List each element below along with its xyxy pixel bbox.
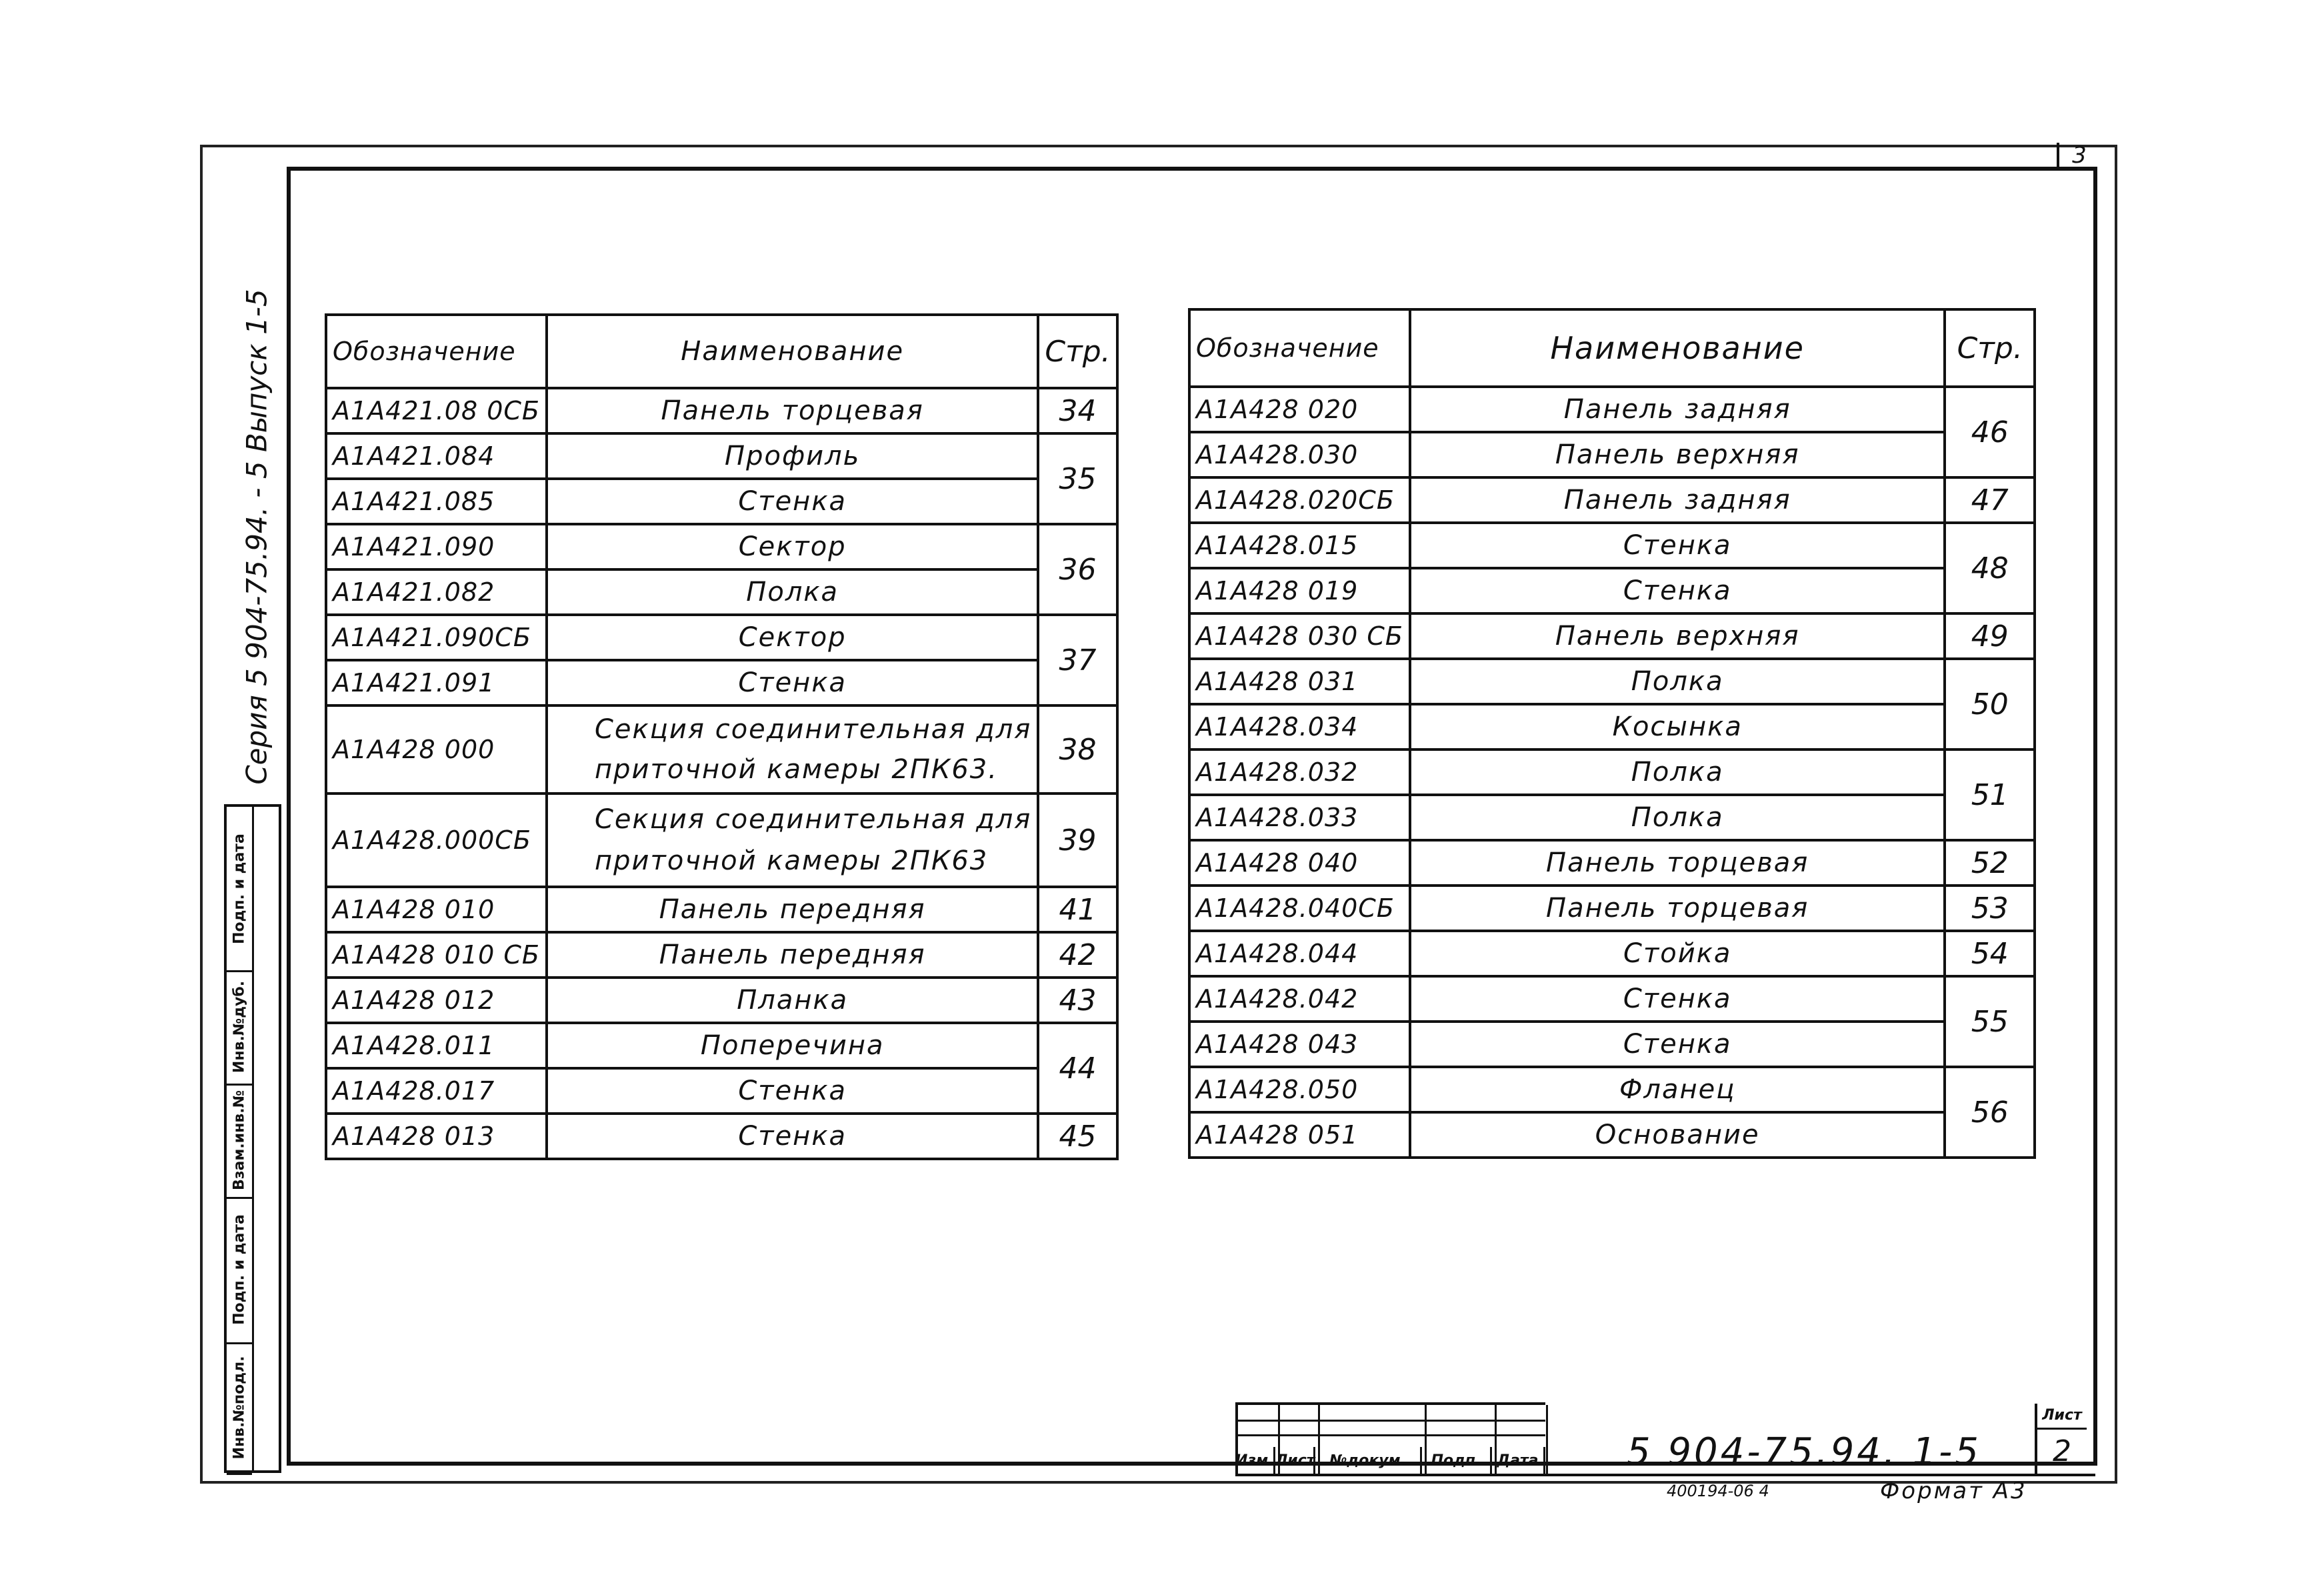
table-row: А1А428.011 Поперечина 44 [326, 1023, 1117, 1068]
table-row: А1А421.091 Стенка [326, 660, 1117, 705]
stamp-divider [252, 807, 254, 1470]
table-row: А1А428 031 Полка 50 [1189, 659, 2035, 704]
header-name: Наименование [1410, 309, 1945, 387]
table-row: А1А421.090 Сектор 36 [326, 524, 1117, 569]
series-label-text: Серия 5 904-75.94. - 5 Выпуск 1-5 [240, 289, 273, 785]
table-row: А1А428 019 Стенка [1189, 568, 2035, 613]
table-row: А1А421.082 Полка [326, 569, 1117, 615]
label-podp: Подп. [1422, 1447, 1492, 1475]
sheet-number-top: 3 [2057, 143, 2099, 168]
stamp-cell: Инв.№дуб. [227, 970, 252, 1086]
table-row: А1А428 040 Панель торцевая 52 [1189, 840, 2035, 886]
table-row: А1А428 000 Секция соединительная для приточной камеры 2ПК63. 38 [326, 705, 1117, 794]
table-row: А1А428.044 Стойка 54 [1189, 931, 2035, 976]
table-row: А1А428.040СБ Панель торцевая 53 [1189, 886, 2035, 931]
table-row: А1А428.042 Стенка 55 [1189, 976, 2035, 1022]
label-izm: Изм. [1235, 1447, 1275, 1475]
series-label [233, 280, 280, 794]
left-stamp [224, 804, 281, 1473]
label-data: Дата [1492, 1447, 1545, 1475]
table-row: А1А428 013 Стенка 45 [326, 1114, 1117, 1159]
right-spec-table [1188, 308, 2036, 1159]
header-page: Стр. [1945, 309, 2035, 387]
sheet-label: Лист [2037, 1404, 2087, 1430]
table-row: А1А428 012 Планка 43 [326, 978, 1117, 1023]
archive-number: 400194-06 4 [1667, 1482, 1769, 1500]
label-ndokum: №докум. [1315, 1447, 1422, 1475]
table-header-row [326, 315, 1117, 388]
table-row: А1А428.020СБ Панель задняя 47 [1189, 477, 2035, 523]
header-code: Обозначение [326, 315, 547, 388]
stamp-cell: Взам.инв.№ [227, 1084, 252, 1199]
title-block-labels [1235, 1447, 1545, 1475]
table-row: А1А421.085 Стенка [326, 479, 1117, 524]
header-name: Наименование [547, 315, 1038, 388]
table-row: А1А428 010 СБ Панель передняя 42 [326, 932, 1117, 978]
table-row: А1А428.034 Косынка [1189, 704, 2035, 749]
table-row: А1А428.033 Полка [1189, 795, 2035, 840]
sheet-number: 2 [2053, 1434, 2071, 1468]
table-row: А1А421.08 0СБ Панель торцевая 34 [326, 388, 1117, 433]
left-spec-table [325, 313, 1119, 1160]
bottom-rule [1235, 1474, 2095, 1476]
stamp-cell: Подп. и дата [227, 807, 252, 972]
table-row: А1А428 051 Основание [1189, 1112, 2035, 1158]
stamp-cell: Подп. и дата [227, 1197, 252, 1344]
table-header-row [1189, 309, 2035, 387]
table-row: А1А421.090СБ Сектор 37 [326, 615, 1117, 660]
table-row: А1А428 043 Стенка [1189, 1022, 2035, 1067]
label-list: Лист [1275, 1447, 1315, 1475]
table-row: А1А428.015 Стенка 48 [1189, 523, 2035, 568]
table-row: А1А428.000СБ Секция соединительная для приточной камеры 2ПК63 39 [326, 794, 1117, 887]
document-code: 5 904-75.94. 1-5 [1627, 1430, 1981, 1474]
table-row: А1А428 020 Панель задняя 46 [1189, 387, 2035, 432]
table-row: А1А428 030 СБ Панель верхняя 49 [1189, 613, 2035, 659]
table-row: А1А428.030 Панель верхняя [1189, 432, 2035, 477]
sheet-box [2035, 1404, 2087, 1476]
table-row: А1А428.050 Фланец 56 [1189, 1067, 2035, 1112]
table-row: А1А421.084 Профиль 35 [326, 433, 1117, 479]
stamp-cell: Инв.№подл. [227, 1342, 252, 1475]
table-row: А1А428.032 Полка 51 [1189, 749, 2035, 795]
table-row: А1А428 010 Панель передняя 41 [326, 887, 1117, 932]
header-code: Обозначение [1189, 309, 1410, 387]
format-label: Формат А3 [1880, 1478, 2027, 1504]
header-page: Стр. [1038, 315, 1117, 388]
table-row: А1А428.017 Стенка [326, 1068, 1117, 1114]
